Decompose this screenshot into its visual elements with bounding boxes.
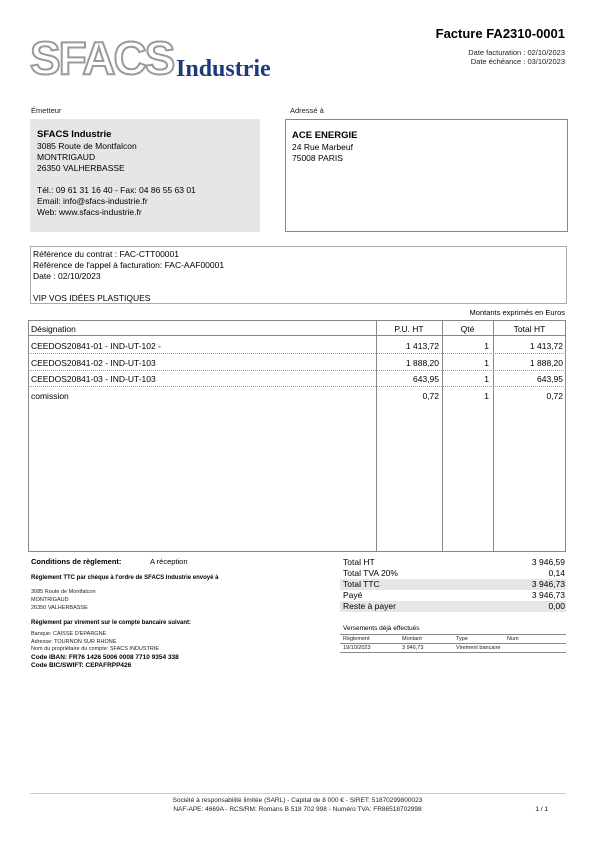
currency-note: Montants exprimés en Euros [469, 308, 565, 317]
payment-date: 19/10/2023 [343, 645, 371, 651]
bank-address: Adresse: TOURNON SUR RHONE [31, 639, 117, 645]
bank-title: Règlement par virement sur le compte bancaire suivant: [31, 620, 192, 626]
total-label: Total HT [343, 557, 375, 567]
footer-legal-line2: NAF-APE: 4669A - RCS/RM: Romans B 518 702 998 - Numéro TVA: FR86518702998 [173, 806, 422, 813]
recipient-address2: 75008 PARIS [292, 153, 343, 163]
table-row-qty: 1 [484, 374, 489, 384]
cheque-title: Règlement TTC par chèque à l'ordre de SFACS Industrie envoyé à [31, 575, 219, 581]
table-row-pu: 1 413,72 [405, 341, 439, 351]
emitter-box [30, 119, 260, 232]
conditions-label: Conditions de règlement: [31, 557, 122, 566]
invoice-title: Facture FA2310-0001 [435, 26, 565, 41]
table-divider [493, 320, 494, 552]
table-row-qty: 1 [484, 341, 489, 351]
total-value: 0,14 [548, 568, 565, 578]
total-value: 0,00 [548, 601, 565, 611]
items-table [28, 320, 566, 552]
table-divider [442, 320, 443, 552]
table-row-total: 0,72 [546, 391, 563, 401]
payments-header-amount: Montant [402, 636, 422, 642]
total-label: Reste à payer [343, 601, 396, 611]
company-logo [30, 34, 285, 84]
payments-header-num: Num [507, 636, 519, 642]
table-row-pu: 0,72 [422, 391, 439, 401]
reference-box [30, 246, 567, 304]
payments-line [340, 634, 566, 635]
total-value: 3 946,73 [531, 590, 565, 600]
conditions-value: A réception [150, 557, 188, 566]
total-value: 3 946,59 [531, 557, 565, 567]
iban: Code IBAN: FR76 1426 5006 0008 7710 9354 338 [31, 654, 179, 661]
emitter-name: SFACS Industrie [37, 129, 112, 140]
total-label: Total TVA 20% [343, 568, 398, 578]
call-reference: Référence de l'appel à facturation: FAC-AAF00001 [33, 260, 225, 270]
emitter-email: Email: info@sfacs-industrie.fr [37, 196, 148, 206]
table-divider [376, 320, 377, 552]
recipient-box [285, 119, 568, 232]
invoice-due-date: Date échéance : 03/10/2023 [470, 57, 565, 66]
emitter-web: Web: www.sfacs-industrie.fr [37, 207, 142, 217]
recipient-address1: 24 Rue Marbeuf [292, 142, 353, 152]
payments-header-date: Règlement [343, 636, 370, 642]
total-label: Payé [343, 590, 363, 600]
emitter-address3: 26350 VALHERBASSE [37, 163, 125, 173]
reference-note: VIP VOS IDÉES PLASTIQUES [33, 293, 151, 303]
header-pu: P.U. HT [394, 324, 424, 334]
row-separator [28, 370, 566, 371]
footer-divider [30, 793, 566, 794]
payments-line [340, 643, 566, 644]
header-qty: Qté [460, 324, 475, 334]
emitter-phone: Tél.: 09 61 31 16 40 - Fax: 04 86 55 63 01 [37, 185, 196, 195]
emitter-address2: MONTRIGAUD [37, 152, 96, 162]
payments-line [340, 652, 566, 653]
payment-type: Virement bancaire [456, 645, 501, 651]
reference-date: Date : 02/10/2023 [33, 271, 101, 281]
emitter-address1: 3085 Route de Montfalcon [37, 141, 137, 151]
table-row-designation: CEEDOS20841-01 - IND-UT-102 - [31, 341, 161, 351]
table-row-total: 1 413,72 [529, 341, 563, 351]
bank-name: Banque: CAISSE D'EPARGNE [31, 631, 107, 637]
table-row-designation: CEEDOS20841-03 - IND-UT-103 [31, 374, 156, 384]
table-header-line [28, 335, 566, 336]
cheque-address3: 26350 VALHERBASSE [31, 605, 88, 611]
payment-amount: 3 946,73 [402, 645, 424, 651]
footer-legal-line1: Société à responsabilité limitée (SARL) - Capital de 8 000 € - SIRET: 51870299800023 [172, 797, 423, 804]
table-row-qty: 1 [484, 358, 489, 368]
logo-mark: SFACS [30, 34, 174, 84]
table-row-qty: 1 [484, 391, 489, 401]
table-row-total: 1 888,20 [529, 358, 563, 368]
table-row-pu: 643,95 [413, 374, 439, 384]
recipient-name: ACE ENERGIE [292, 130, 358, 141]
contract-reference: Référence du contrat : FAC-CTT00001 [33, 249, 179, 259]
total-value: 3 946,73 [531, 579, 565, 589]
logo-text: Industrie [176, 56, 271, 82]
row-separator [28, 353, 566, 354]
table-row-designation: comission [31, 391, 69, 401]
total-label: Total TTC [343, 579, 380, 589]
row-separator [28, 386, 566, 387]
payments-title: Versements déjà effectués [343, 625, 420, 632]
table-row-total: 643,95 [537, 374, 563, 384]
cheque-address2: MONTRIGAUD [31, 597, 69, 603]
table-row-pu: 1 888,20 [405, 358, 439, 368]
bic: Code BIC/SWIFT: CEPAFRPP426 [31, 662, 132, 669]
recipient-heading: Adressé à [290, 106, 324, 115]
page-number: 1 / 1 [535, 806, 548, 813]
bank-owner: Nom du propriétaire du compte: SFACS INDUSTRIE [31, 646, 160, 652]
invoice-date: Date facturation : 02/10/2023 [468, 48, 565, 57]
header-total: Total HT [513, 324, 546, 334]
emitter-heading: Émetteur [31, 106, 62, 115]
header-designation: Désignation [31, 324, 76, 334]
payments-header-type: Type [456, 636, 468, 642]
cheque-address1: 3085 Route de Montfalcon [31, 589, 96, 595]
table-row-designation: CEEDOS20841-02 - IND-UT-103 [31, 358, 156, 368]
